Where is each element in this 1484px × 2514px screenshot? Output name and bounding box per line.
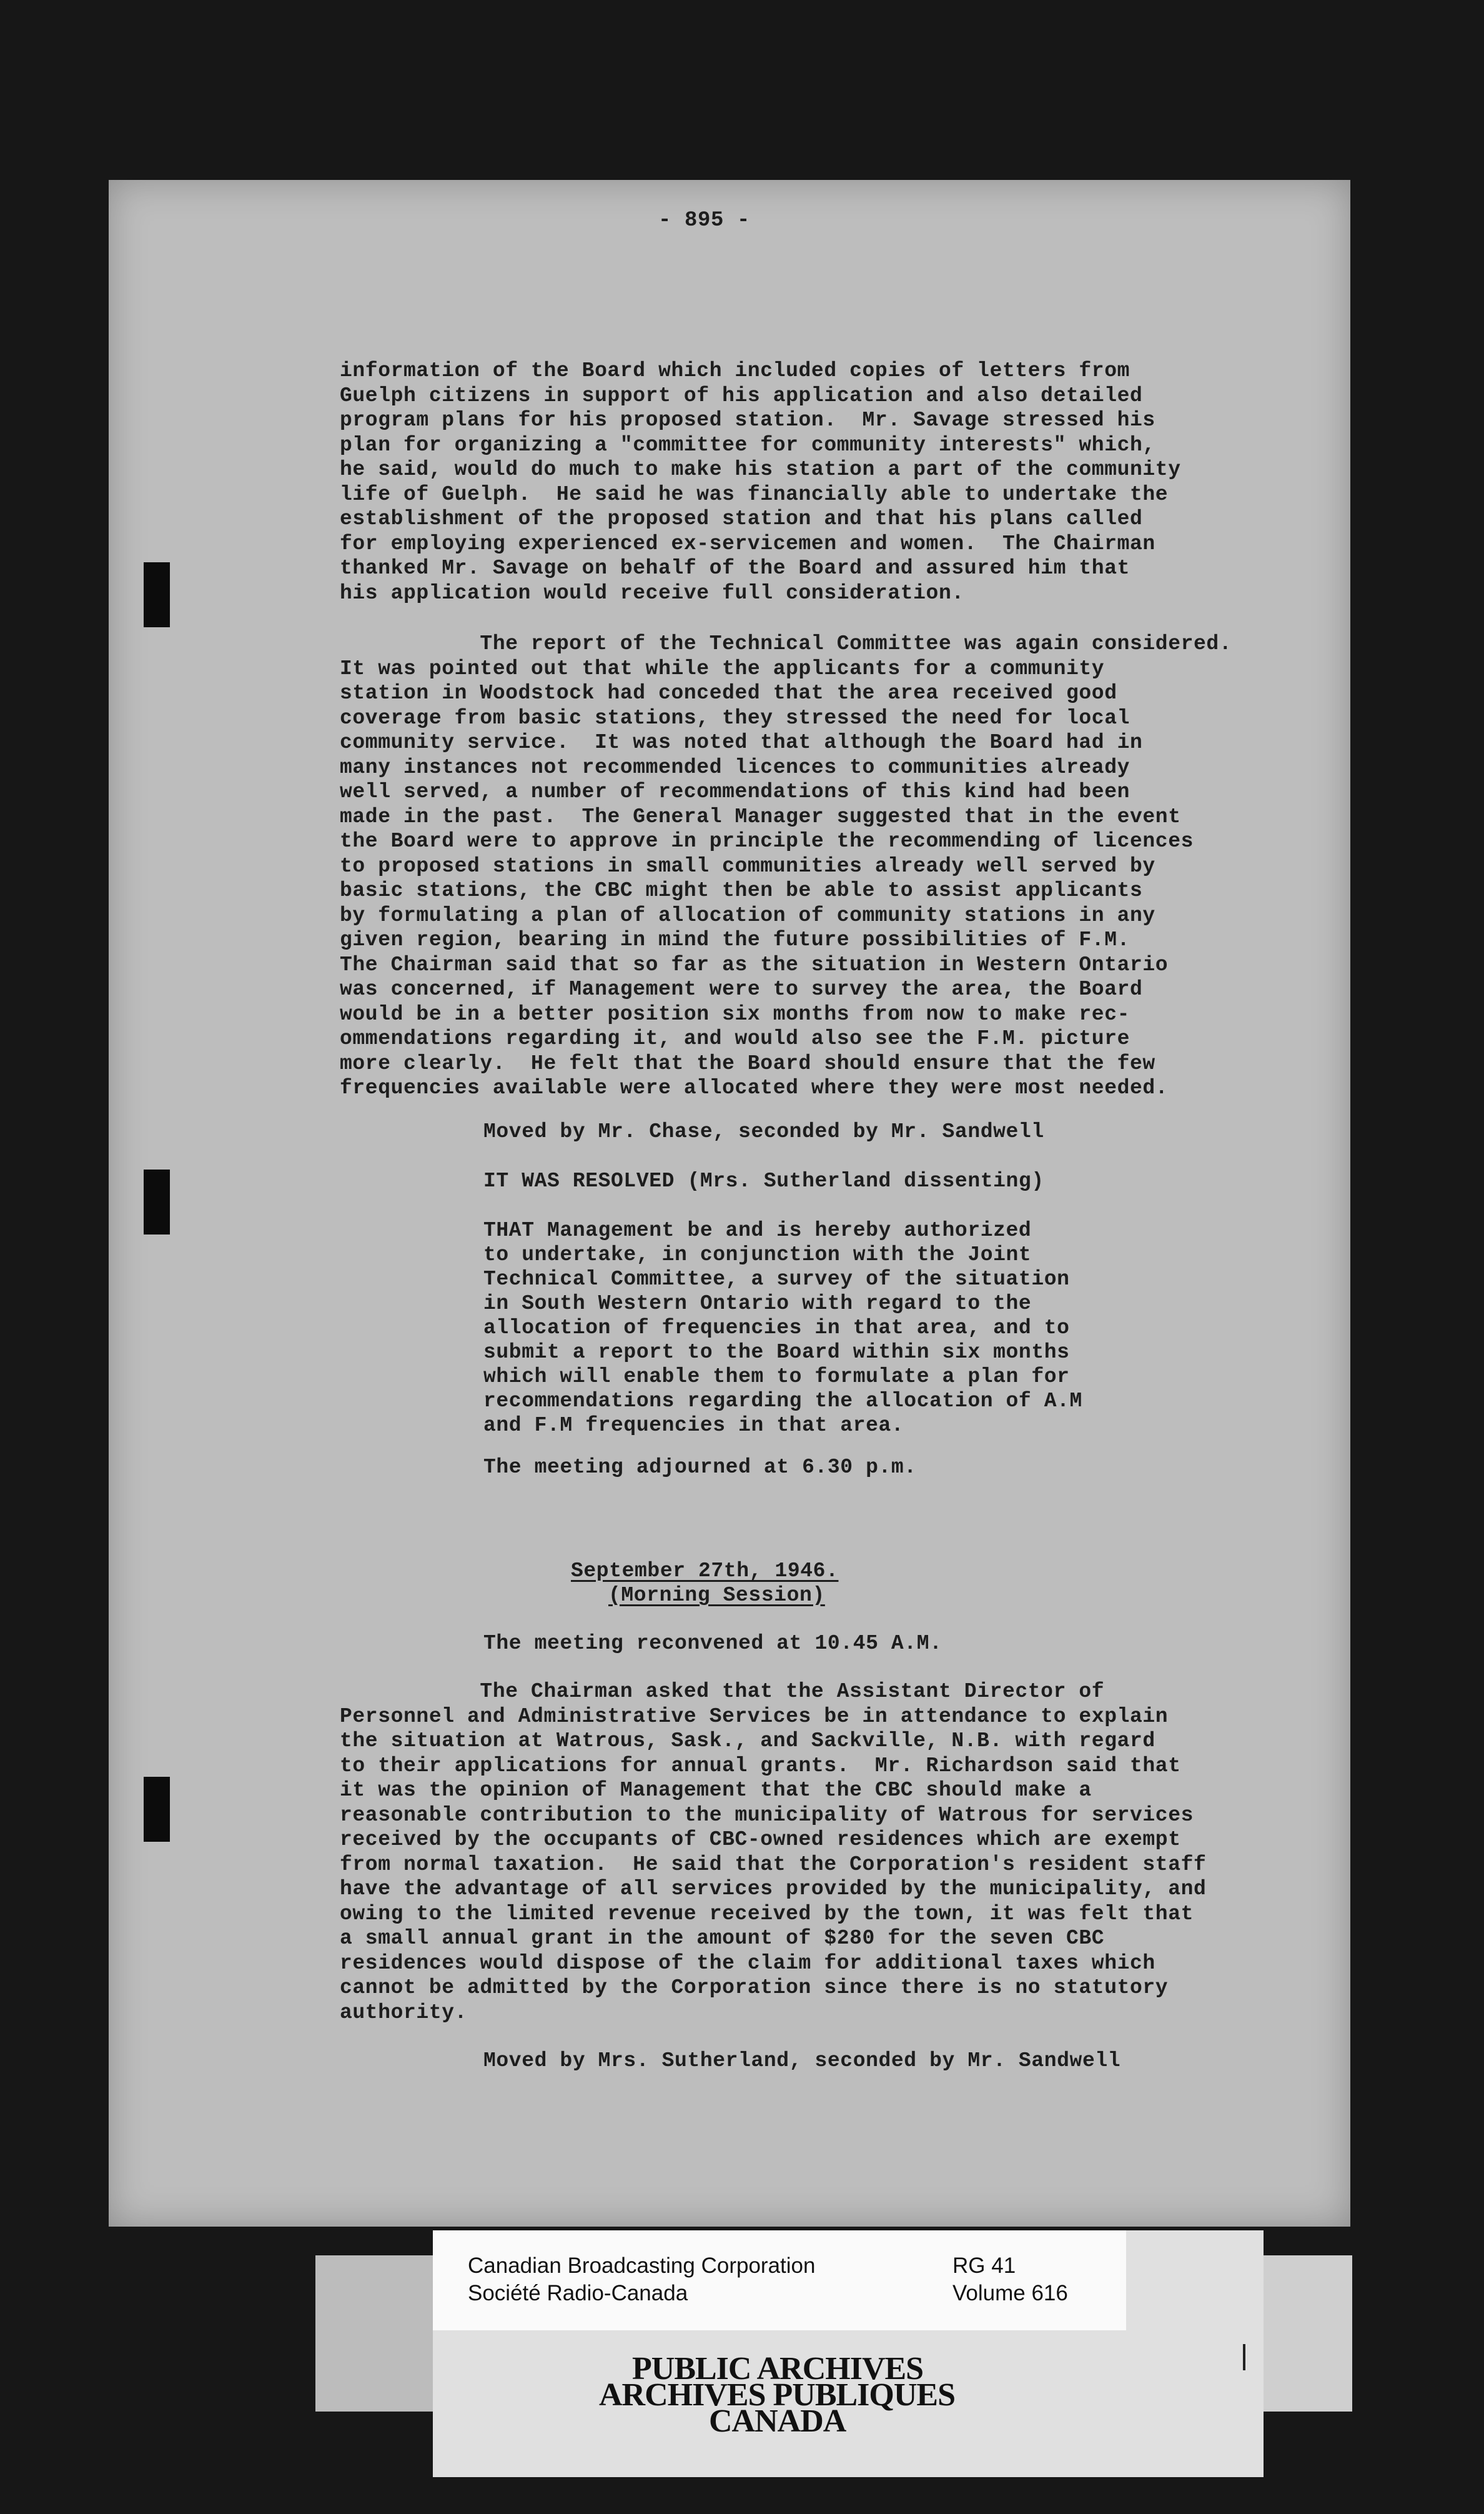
stamp-canada: CANADA: [709, 2403, 846, 2439]
paragraph-technical-committee-report: The report of the Technical Committee was again considered. It was pointed out that while the applicants for a community station in Woodstock had conceded that the area received good coverage from basic stations, they stressed the need for local community service. It was noted that although the Board had in many instances not recommended licences to communities already well served, a number of recommendations of this kind had been made in the past. The General Manager suggested that in the event the Board were to approve in principle the recommending of licences to proposed stations in small communities already well served by basic stations, the CBC might then be able to assist applicants by formulating a plan of allocation of community stations in any given region, bearing in mind the future possibilities of F.M. The Chairman said that so far as the situation in Western Ontario was concerned, if Management were to survey the area, the Board would be in a better position six months from now to make rec- ommendations regarding it, and would also see the F.M. picture more clearly. He felt that the Board should ensure that the few frequencies available were allocated where they were most needed.: [340, 632, 1232, 1100]
adjournment-note: The meeting adjourned at 6.30 p.m.: [483, 1456, 917, 1479]
paragraph-watrous-grants: The Chairman asked that the Assistant Director of Personnel and Administrative Services be in attendance to explain the situation at Watrous, Sask., and Sackville, N.B. with regard to their applications for annual grants. Mr. Richardson said that it was the opinion of Management that the CBC should make a reasonable contribution to the municipality of Watrous for services received by the occupants of CBC-owned residences which are exempt from normal taxation. He said that the Corporation's resident staff have the advantage of all services provided by the municipality, and owing to the limited revenue received by the town, it was felt that a small annual grant in the amount of $280 for the seven CBC residences would dispose of the claim for additional taxes which cannot be admitted by the Corporation since there is no statutory authority.: [340, 1680, 1207, 2024]
moved-by-chase: Moved by Mr. Chase, seconded by Mr. Sandwell: [483, 1120, 1044, 1143]
resolution-text: THAT Management be and is hereby authorized to undertake, in conjunction with the Joint Technical Committee, a survey of the situation in South Western Ontario with regard to the allocation of frequencies in that area, and to submit a report to the Board within six months which will enable them to formulate a plan for recommendations regarding the allocation of A.M and F.M frequencies in that area.: [483, 1219, 1082, 1437]
resolution-heading: IT WAS RESOLVED (Mrs. Sutherland dissenting): [483, 1170, 1044, 1193]
label-organization-en: Canadian Broadcasting Corporation: [468, 2253, 816, 2278]
page-number: - 895 -: [658, 209, 751, 232]
stamp-archives-publiques: ARCHIVES PUBLIQUES: [599, 2377, 956, 2413]
stamp-public-archives: PUBLIC ARCHIVES: [632, 2351, 924, 2387]
paragraph-savage-application: information of the Board which included copies of letters from Guelph citizens in support of his application and also detailed program plans for his proposed station. Mr. Savage stressed his plan for organizing a "committee for community interests" which, he said, would do much to make his station a part of the community life of Guelph. He said he was financially able to undertake the establishment of the proposed station and that his plans called for employing experienced ex-servicemen and women. The Chairman thanked Mr. Savage on behalf of the Board and assured him that his application would receive full consideration.: [340, 359, 1181, 605]
label-record-group: RG 41: [952, 2253, 1016, 2278]
punch-hole: [144, 562, 170, 627]
label-backing: [315, 2255, 440, 2412]
punch-hole: [144, 1777, 170, 1842]
label-volume: Volume 616: [952, 2281, 1068, 2305]
archive-label-strip: [315, 2253, 1352, 2439]
label-organization-fr: Société Radio-Canada: [468, 2281, 688, 2305]
punch-hole: [144, 1170, 170, 1235]
reconvened-note: The meeting reconvened at 10.45 A.M.: [483, 1632, 942, 1655]
session-date-heading: September 27th, 1946.: [571, 1559, 839, 1582]
archive-label: [433, 2230, 1264, 2477]
session-subheading: (Morning Session): [608, 1584, 825, 1607]
document-page: [109, 180, 1350, 2227]
margin-tick: [1243, 2344, 1245, 2370]
moved-by-sutherland: Moved by Mrs. Sutherland, seconded by Mr. Sandwell: [483, 2049, 1121, 2072]
label-info-box: [433, 2230, 1126, 2330]
